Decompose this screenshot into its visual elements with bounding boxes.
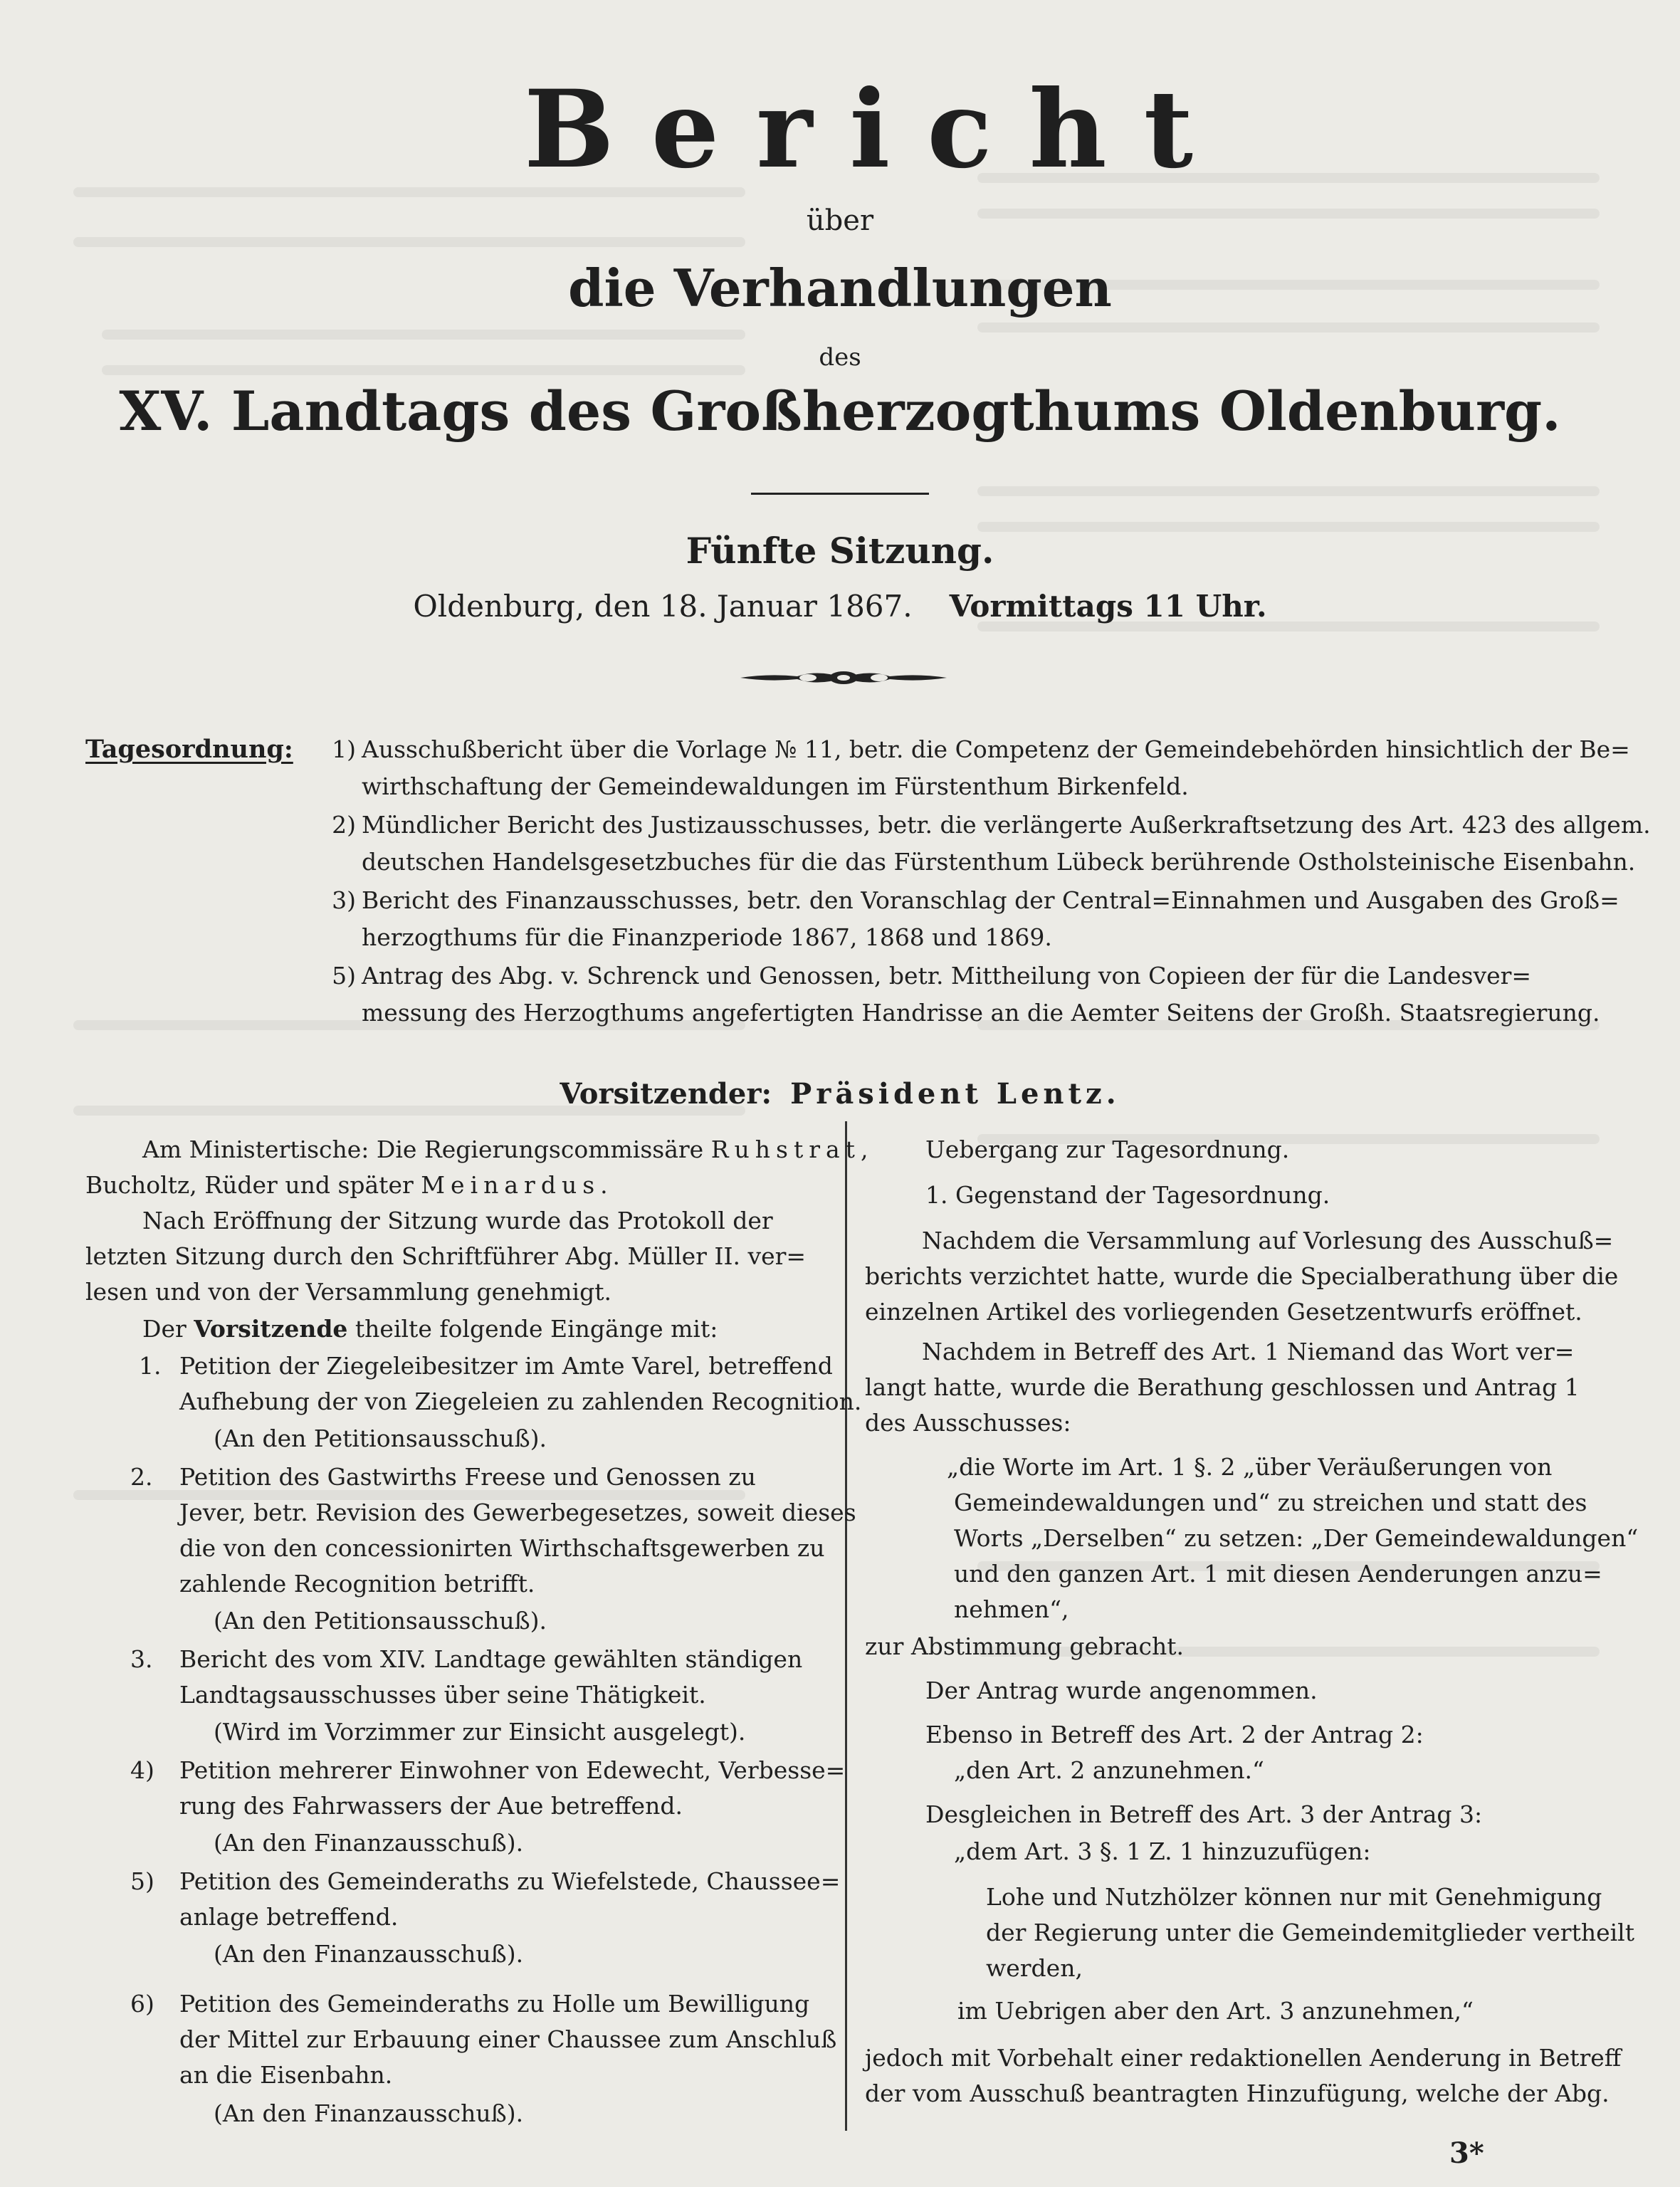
right-column-line: einzelnen Artikel des vorliegenden Gesetzentwurfs eröffnet. — [865, 1298, 1582, 1326]
paragraph-line: lesen und von der Versammlung genehmigt. — [85, 1278, 611, 1306]
right-column-line: Der Antrag wurde angenommen. — [925, 1677, 1318, 1704]
ornament-divider — [740, 664, 947, 692]
incoming-item-line: die von den concessionirten Wirthschaftsgewerben zu — [179, 1534, 825, 1562]
right-column-line: berichts verzichtet hatte, wurde die Specialberathung über die — [865, 1262, 1619, 1290]
chair-text: theilte folgende Eingänge mit: — [355, 1315, 718, 1343]
incoming-item-number: 2. — [130, 1463, 153, 1491]
incoming-item-number: 3. — [130, 1645, 153, 1673]
agenda-item-line: Antrag des Abg. v. Schrenck und Genossen, betr. Mittheilung von Copieen der für die Landesver= — [362, 962, 1532, 990]
incoming-item-referral: (An den Finanzausschuß). — [214, 1829, 524, 1857]
dateline — [0, 587, 1680, 626]
incoming-item-line: Jever, betr. Revision des Gewerbegesetzes, soweit dieses — [179, 1499, 856, 1526]
incoming-item-line: anlage betreffend. — [179, 1903, 399, 1931]
right-column-line: nehmen“, — [954, 1595, 1069, 1623]
right-column-line: Nachdem in Betreff des Art. 1 Niemand das Wort ver= — [922, 1338, 1575, 1365]
incoming-item-referral: (An den Petitionsausschuß). — [214, 1425, 547, 1452]
incoming-item-line: Petition der Ziegeleibesitzer im Amte Varel, betreffend — [179, 1352, 833, 1380]
commissioner-names: Bucholtz, Rüder — [85, 1171, 278, 1199]
commissioner-name: Meinardus. — [421, 1171, 614, 1199]
incoming-item-line: an die Eisenbahn. — [179, 2061, 393, 2089]
title-des: des — [819, 343, 861, 372]
right-column-line: im Uebrigen aber den Art. 3 anzunehmen,“ — [957, 1997, 1474, 2025]
agenda-item-number: 1) — [332, 735, 356, 763]
incoming-item-line: zahlende Recognition betrifft. — [179, 1570, 535, 1598]
incoming-item-line: der Mittel zur Erbauung einer Chaussee zum Anschluß — [179, 2025, 837, 2053]
incoming-item-line: Aufhebung der von Ziegeleien zu zahlenden Recognition. — [179, 1388, 862, 1415]
incoming-item-line: Bericht des vom XIV. Landtage gewählten ständigen — [179, 1645, 803, 1673]
ministry-line — [142, 1132, 873, 1168]
right-column-line: Gemeindewaldungen und“ zu streichen und statt des — [954, 1489, 1587, 1516]
chairman-label: Vorsitzender: — [560, 1077, 772, 1111]
right-column-line: der Regierung unter die Gemeindemitglieder vertheilt — [986, 1919, 1634, 1946]
agenda-item-line: wirthschaftung der Gemeindewaldungen im Fürstenthum Birkenfeld. — [362, 772, 1189, 800]
ministry-text: und später — [285, 1171, 414, 1199]
incoming-item-number: 5) — [130, 1867, 154, 1895]
agenda-item-number: 5) — [332, 962, 356, 990]
right-column-line: Desgleichen in Betreff des Art. 3 der Antrag 3: — [925, 1800, 1483, 1828]
agenda-item-line: Bericht des Finanzausschusses, betr. den Voranschlag der Central=Einnahmen und Ausgaben des Groß= — [362, 886, 1619, 914]
agenda-item-number: 2) — [332, 811, 356, 839]
agenda-item-line: Mündlicher Bericht des Justizausschusses, betr. die verlängerte Außerkraftsetzung des Art. 423 des allgem. — [362, 811, 1651, 839]
chairman-line — [0, 1075, 1680, 1113]
paragraph-line: Nach Eröffnung der Sitzung wurde das Protokoll der — [142, 1207, 773, 1234]
agenda-item-line: messung des Herzogthums angefertigten Handrisse an die Aemter Seitens der Großh. Staatsregierung. — [362, 999, 1600, 1027]
incoming-item-line — [179, 1459, 756, 1495]
incoming-item-line: Petition mehrerer Einwohner von Edewecht, Verbesse= — [179, 1756, 846, 1784]
chair-announcement — [142, 1311, 718, 1347]
incoming-item-referral: (An den Finanzausschuß). — [214, 1940, 524, 1968]
incoming-item-referral: (An den Petitionsausschuß). — [214, 1607, 547, 1635]
ministry-text: Am Ministertische: Die Regierungscommissäre — [142, 1136, 704, 1163]
incoming-item-number: 6) — [130, 1990, 154, 2018]
chairman-name: Präsident Lentz. — [790, 1077, 1120, 1111]
right-column-line: „den Art. 2 anzunehmen.“ — [954, 1756, 1264, 1784]
incoming-item-line: Petition des Gemeinderaths zu Wiefelstede, Chaussee= — [179, 1867, 841, 1895]
right-column-line: „die Worte im Art. 1 §. 2 „über Veräußerungen von — [947, 1453, 1553, 1481]
agenda-item-number: 3) — [332, 886, 356, 914]
right-column-line: jedoch mit Vorbehalt einer redaktionellen Aenderung in Betreff — [865, 2044, 1622, 2072]
commissioner-name: Ruhstrat, — [710, 1136, 874, 1163]
right-column-line: des Ausschusses: — [865, 1409, 1071, 1437]
chair-title: Vorsitzende — [194, 1315, 348, 1343]
dateline-place: Oldenburg, den 18. Januar 1867. — [413, 589, 913, 624]
right-column-line: und den ganzen Art. 1 mit diesen Aenderungen anzu= — [954, 1560, 1602, 1588]
title-ueber: über — [806, 204, 874, 237]
petition-text-a: Petition des Gastwirths Freese und Genossen zu — [179, 1463, 756, 1491]
right-column-line: Lohe und Nutzhölzer können nur mit Genehmigung — [986, 1883, 1602, 1911]
incoming-item-line: Landtagsausschusses über seine Thätigkeit. — [179, 1681, 706, 1709]
dateline-time: Vormittags 11 Uhr. — [949, 589, 1267, 624]
report-title: Bericht — [524, 67, 1230, 192]
agenda-item-line: Ausschußbericht über die Vorlage № 11, betr. die Competenz der Gemeindebehörden hinsichtlich der Be= — [362, 735, 1630, 763]
incoming-item-line: rung des Fahrwassers der Aue betreffend. — [179, 1792, 683, 1820]
right-column-line: Uebergang zur Tagesordnung. — [925, 1136, 1290, 1163]
right-column-line: 1. Gegenstand der Tagesordnung. — [925, 1181, 1330, 1209]
heading-divider — [751, 493, 929, 495]
right-column-line: der vom Ausschuß beantragten Hinzufügung, welche der Abg. — [865, 2080, 1610, 2107]
ministry-line — [85, 1168, 614, 1203]
right-column-line: zur Abstimmung gebracht. — [865, 1632, 1185, 1660]
page-number: 3* — [1449, 2136, 1484, 2170]
right-column-line: Worts „Derselben“ zu setzen: „Der Gemeindewaldungen“ — [954, 1524, 1639, 1552]
title-verhandlungen: die Verhandlungen — [568, 258, 1112, 318]
incoming-item-number: 4) — [130, 1756, 154, 1784]
right-column-line: werden, — [986, 1954, 1083, 1982]
chair-text: Der — [142, 1315, 187, 1343]
right-column-line: langt hatte, wurde die Berathung geschlossen und Antrag 1 — [865, 1373, 1580, 1401]
incoming-item-referral: (An den Finanzausschuß). — [214, 2099, 524, 2127]
landtag-heading: XV. Landtags des Großherzogthums Oldenburg. — [119, 379, 1561, 443]
agenda-item-line: herzogthums für die Finanzperiode 1867, 1868 und 1869. — [362, 923, 1052, 951]
incoming-item-number: 1. — [139, 1352, 162, 1380]
paragraph-line: letzten Sitzung durch den Schriftführer Abg. Müller II. ver= — [85, 1242, 807, 1270]
incoming-item-referral: (Wird im Vorzimmer zur Einsicht ausgelegt). — [214, 1718, 746, 1746]
session-heading: Fünfte Sitzung. — [686, 530, 994, 572]
right-column-line: Nachdem die Versammlung auf Vorlesung des Ausschuß= — [922, 1227, 1614, 1254]
agenda-item-line: deutschen Handelsgesetzbuches für die das Fürstenthum Lübeck berührende Ostholsteinische Eisenbahn. — [362, 848, 1636, 876]
agenda-label: Tagesordnung: — [85, 735, 293, 764]
incoming-item-line: Petition des Gemeinderaths zu Holle um Bewilligung — [179, 1990, 810, 2018]
column-divider — [845, 1121, 847, 2131]
right-column-line: Ebenso in Betreff des Art. 2 der Antrag 2: — [925, 1721, 1424, 1748]
right-column-line: „dem Art. 3 §. 1 Z. 1 hinzuzufügen: — [954, 1837, 1371, 1865]
